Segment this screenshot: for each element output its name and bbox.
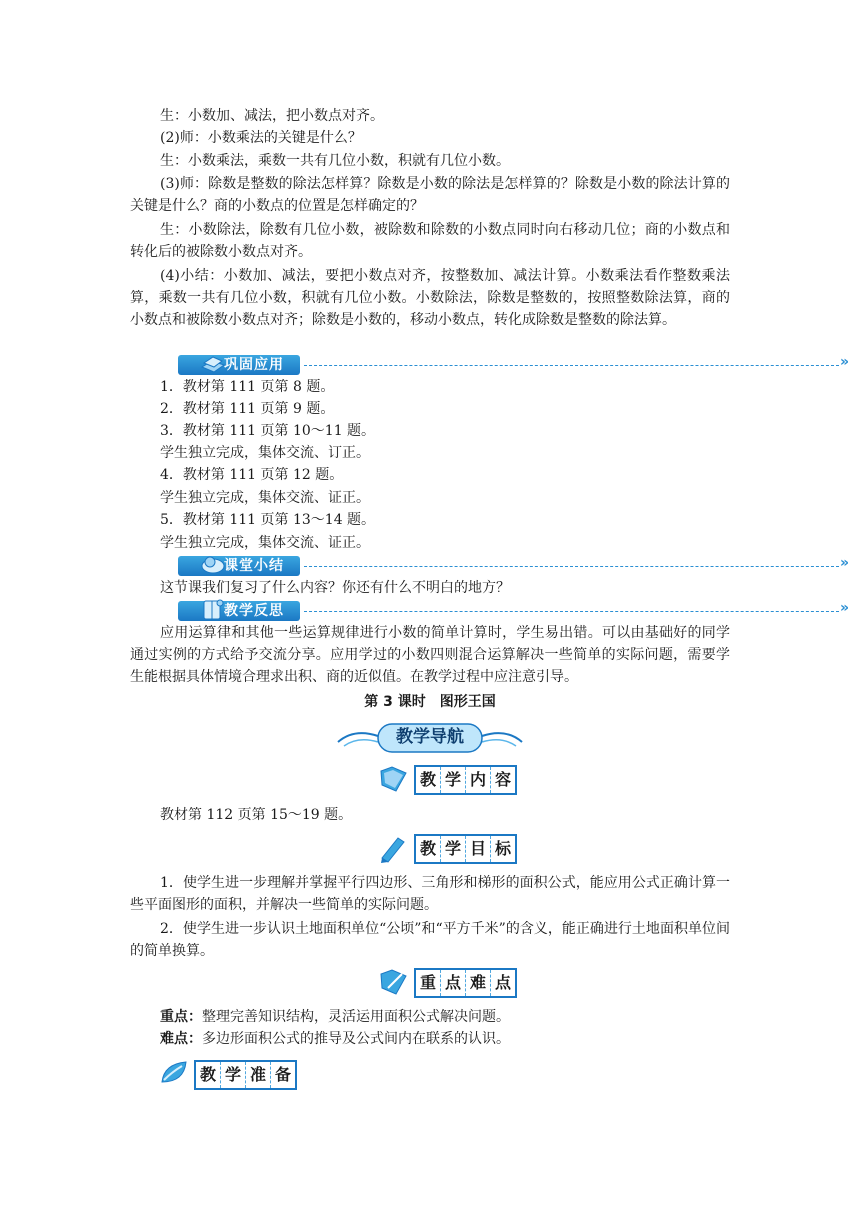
double-chevron-icon: » xyxy=(840,600,850,616)
header-char: 内 xyxy=(466,767,491,793)
header-char: 准 xyxy=(246,1062,271,1088)
pencil-folder-icon xyxy=(378,966,410,998)
header-char: 容 xyxy=(494,770,511,789)
summary-text: 这节课我们复习了什么内容？你还有什么不明白的地方？ xyxy=(160,580,510,596)
double-chevron-icon: » xyxy=(840,555,850,571)
header-char: 目 xyxy=(466,836,491,862)
header-char: 学 xyxy=(441,836,466,862)
header-box xyxy=(414,765,517,795)
leaf-book-icon xyxy=(158,1058,190,1090)
header-char: 备 xyxy=(274,1065,291,1084)
header-char: 点 xyxy=(441,970,466,996)
section-divider xyxy=(304,611,839,612)
header-char: 标 xyxy=(494,839,511,858)
content-text: 教材第 112 页第 15～19 题。 xyxy=(160,807,353,823)
review-question-2: (2)师：小数乘法的关键是什么？ xyxy=(160,130,362,146)
goal-item: 1．使学生进一步理解并掌握平行四边形、三角形和梯形的面积公式，能应用公式正确计算一些平面图形的面积，并解决一些简单的实际问题。 xyxy=(130,875,730,913)
difficulty-text: 多边形面积公式的推导及公式间内在联系的认识。 xyxy=(202,1031,510,1047)
header-char: 教 xyxy=(416,767,441,793)
key-label: 重点： xyxy=(160,1009,202,1025)
difficulty-label: 难点： xyxy=(160,1031,202,1047)
consolidate-item: 学生独立完成，集体交流、证正。 xyxy=(160,490,370,506)
cloud-icon xyxy=(200,552,226,576)
consolidate-item: 3．教材第 111 页第 10～11 题。 xyxy=(160,423,376,439)
section-divider xyxy=(304,365,839,366)
header-char: 难 xyxy=(466,970,491,996)
header-box xyxy=(414,968,517,998)
consolidate-item: 4．教材第 111 页第 12 题。 xyxy=(160,467,344,483)
key-point xyxy=(160,1006,510,1028)
difficulty-point xyxy=(160,1028,510,1050)
folder-icon xyxy=(378,763,410,795)
header-box xyxy=(414,834,517,864)
section-divider xyxy=(304,566,839,567)
review-answer-1: 生：小数加、减法，把小数点对齐。 xyxy=(160,108,384,124)
notebook-icon xyxy=(200,597,226,621)
pen-icon xyxy=(378,832,410,864)
header-char: 点 xyxy=(494,973,511,992)
double-chevron-icon: » xyxy=(840,354,850,370)
consolidate-item: 1．教材第 111 页第 8 题。 xyxy=(160,379,335,395)
section-title-reflection: 教学反思 xyxy=(178,601,300,621)
header-char: 重 xyxy=(416,970,441,996)
book-icon xyxy=(200,351,226,375)
section-title-summary: 课堂小结 xyxy=(178,556,300,576)
reflection-text: 应用运算律和其他一些运算规律进行小数的简单计算时，学生易出错。可以由基础好的同学通过实例的方式给予交流分享。应用学过的小数四则混合运算解决一些简单的实际问题，需要学生能根据具体情境合理求出积、商的近似值。在教学过程中应注意引导。 xyxy=(130,625,730,685)
header-char: 学 xyxy=(221,1062,246,1088)
review-answer-3: 生：小数除法，除数有几位小数，被除数和除数的小数点同时向右移动几位；商的小数点和转化后的被除数小数点对齐。 xyxy=(130,222,730,260)
review-summary-4: (4)小结：小数加、减法，要把小数点对齐，按整数加、减法计算。小数乘法看作整数乘法算，乘数一共有几位小数，积就有几位小数。小数除法，除数是整数的，按照整数除法算，商的小数点和被除数小数点对齐；除数是小数的，移动小数点，转化成除数是整数的除法算。 xyxy=(130,268,730,328)
consolidate-item: 学生独立完成，集体交流、证正。 xyxy=(160,535,370,551)
key-text: 整理完善知识结构，灵活运用面积公式解决问题。 xyxy=(202,1009,510,1025)
banner-title: 教学导航 xyxy=(396,727,464,747)
consolidate-item: 5．教材第 111 页第 13～14 题。 xyxy=(160,512,376,528)
header-box xyxy=(194,1060,297,1090)
header-char: 教 xyxy=(416,836,441,862)
lesson-title: 第 3 课时 图形王国 xyxy=(364,694,496,710)
teaching-nav-banner xyxy=(334,722,526,754)
consolidate-item: 学生独立完成，集体交流、订正。 xyxy=(160,445,370,461)
goal-item: 2．使学生进一步认识土地面积单位“公顷”和“平方千米”的含义，能正确进行土地面积单位间的简单换算。 xyxy=(130,921,730,959)
review-answer-2: 生：小数乘法，乘数一共有几位小数，积就有几位小数。 xyxy=(160,153,510,169)
header-char: 教 xyxy=(196,1062,221,1088)
review-question-3: (3)师：除数是整数的除法怎样算？除数是小数的除法是怎样算的？除数是小数的除法计算的关键是什么？商的小数点的位置是怎样确定的？ xyxy=(130,176,730,214)
consolidate-item: 2．教材第 111 页第 9 题。 xyxy=(160,401,335,417)
section-title-consolidate: 巩固应用 xyxy=(178,355,300,375)
header-char: 学 xyxy=(441,767,466,793)
